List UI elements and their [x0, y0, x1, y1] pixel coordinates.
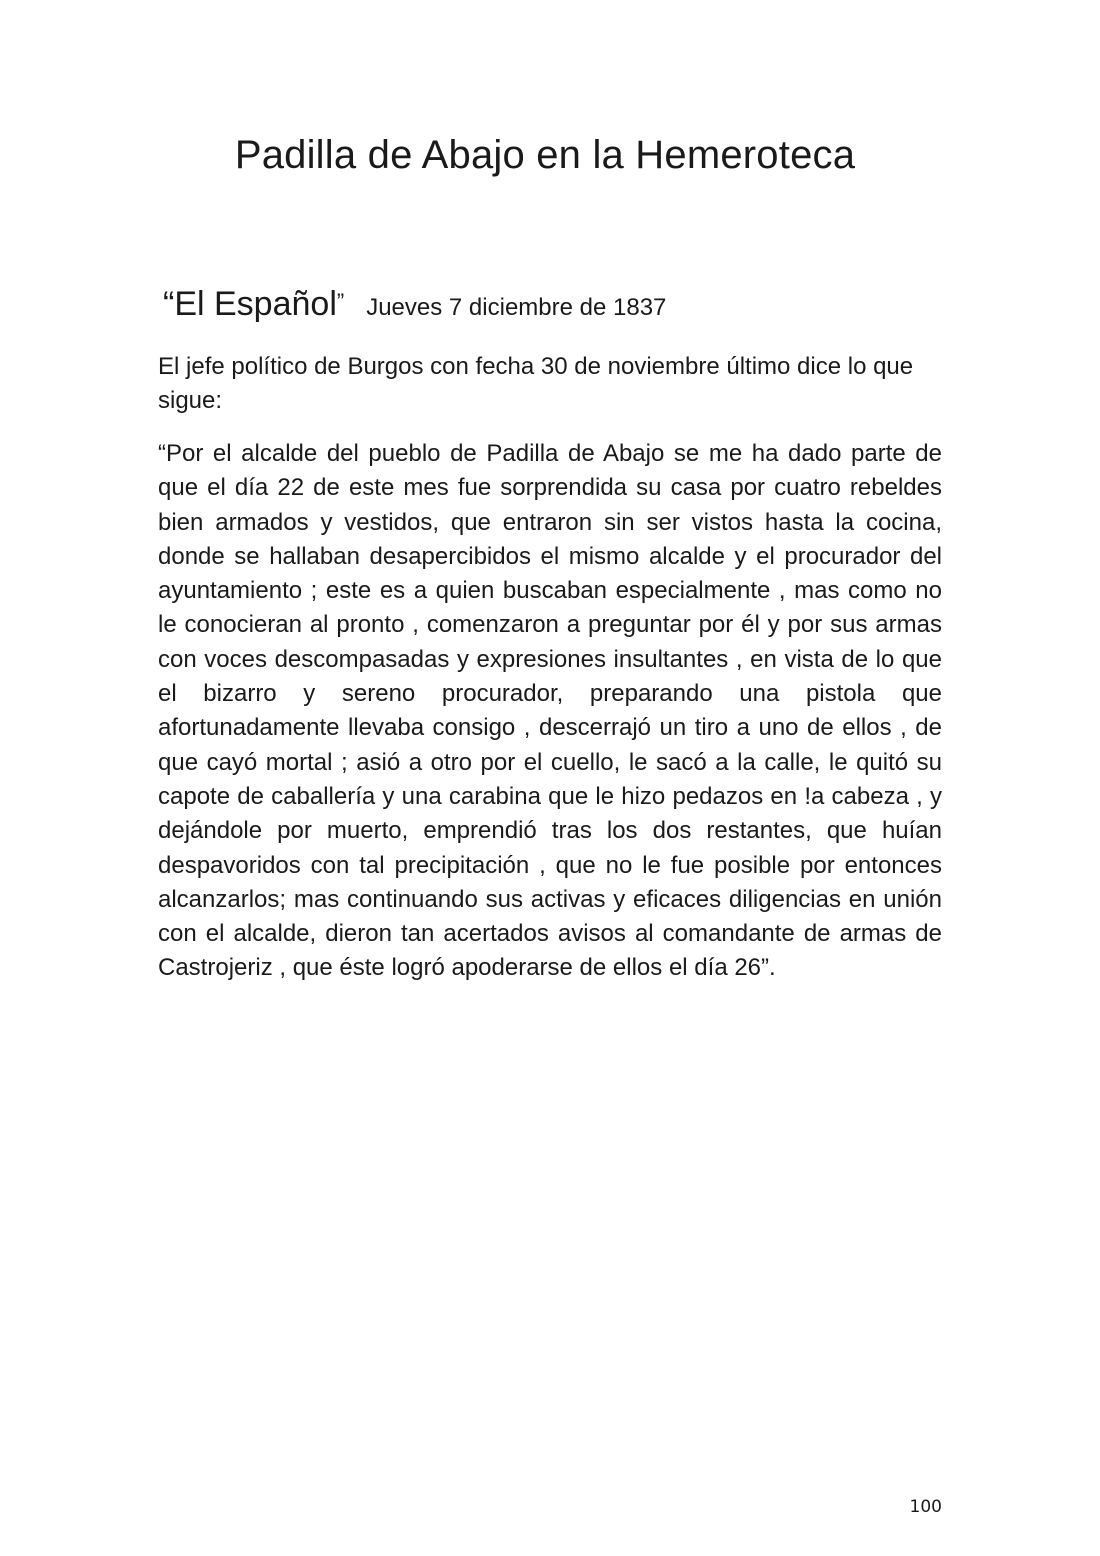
page-title-text: Padilla de Abajo en la Hemeroteca [234, 133, 856, 177]
newspaper-close-quote: ” [336, 289, 345, 314]
publication-date: Jueves 7 diciembre de 1837 [366, 294, 667, 321]
source-line [163, 285, 666, 324]
newspaper-name: “El Español [163, 285, 337, 323]
page-title [0, 133, 1100, 178]
quoted-article-paragraph: “Por el alcalde del pueblo de Padilla de Abajo se me ha dado parte de que el día 22 de este mes fue sorprendida su casa por cuatro rebeldes bien armados y vestidos, que entraron sin ser vistos hasta la cocina, donde se hallaban desapercibidos el mismo alcalde y el procurador del ayuntamiento ; este es a quien buscaban especialmente , mas como no le conocieran al pronto , comenzaron a preguntar por él y por sus armas con voces descompasadas y expresiones insultantes , en vista de lo que el bizarro y sereno procurador, preparando una pistola que afortunadamente llevaba consigo , descerrajó un tiro a uno de ellos , de que cayó mortal ; asió a otro por el cuello, le sacó a la calle, le quitó su capote de caballería y una carabina que le hizo pedazos en !a cabeza , y dejándole por muerto, emprendió tras los dos restantes, que huían despavoridos con tal precipitación , que no le fue posible por entonces alcanzarlos; mas continuando sus activas y eficaces diligencias en unión con el alcalde, dieron tan acertados avisos al comandante de armas de Castrojeriz , que éste logró apoderarse de ellos el día 26”. [158, 440, 942, 982]
intro-paragraph: El jefe político de Burgos con fecha 30 de noviembre último dice lo que sigue: [158, 353, 914, 414]
page-number: 100 [909, 1497, 942, 1517]
